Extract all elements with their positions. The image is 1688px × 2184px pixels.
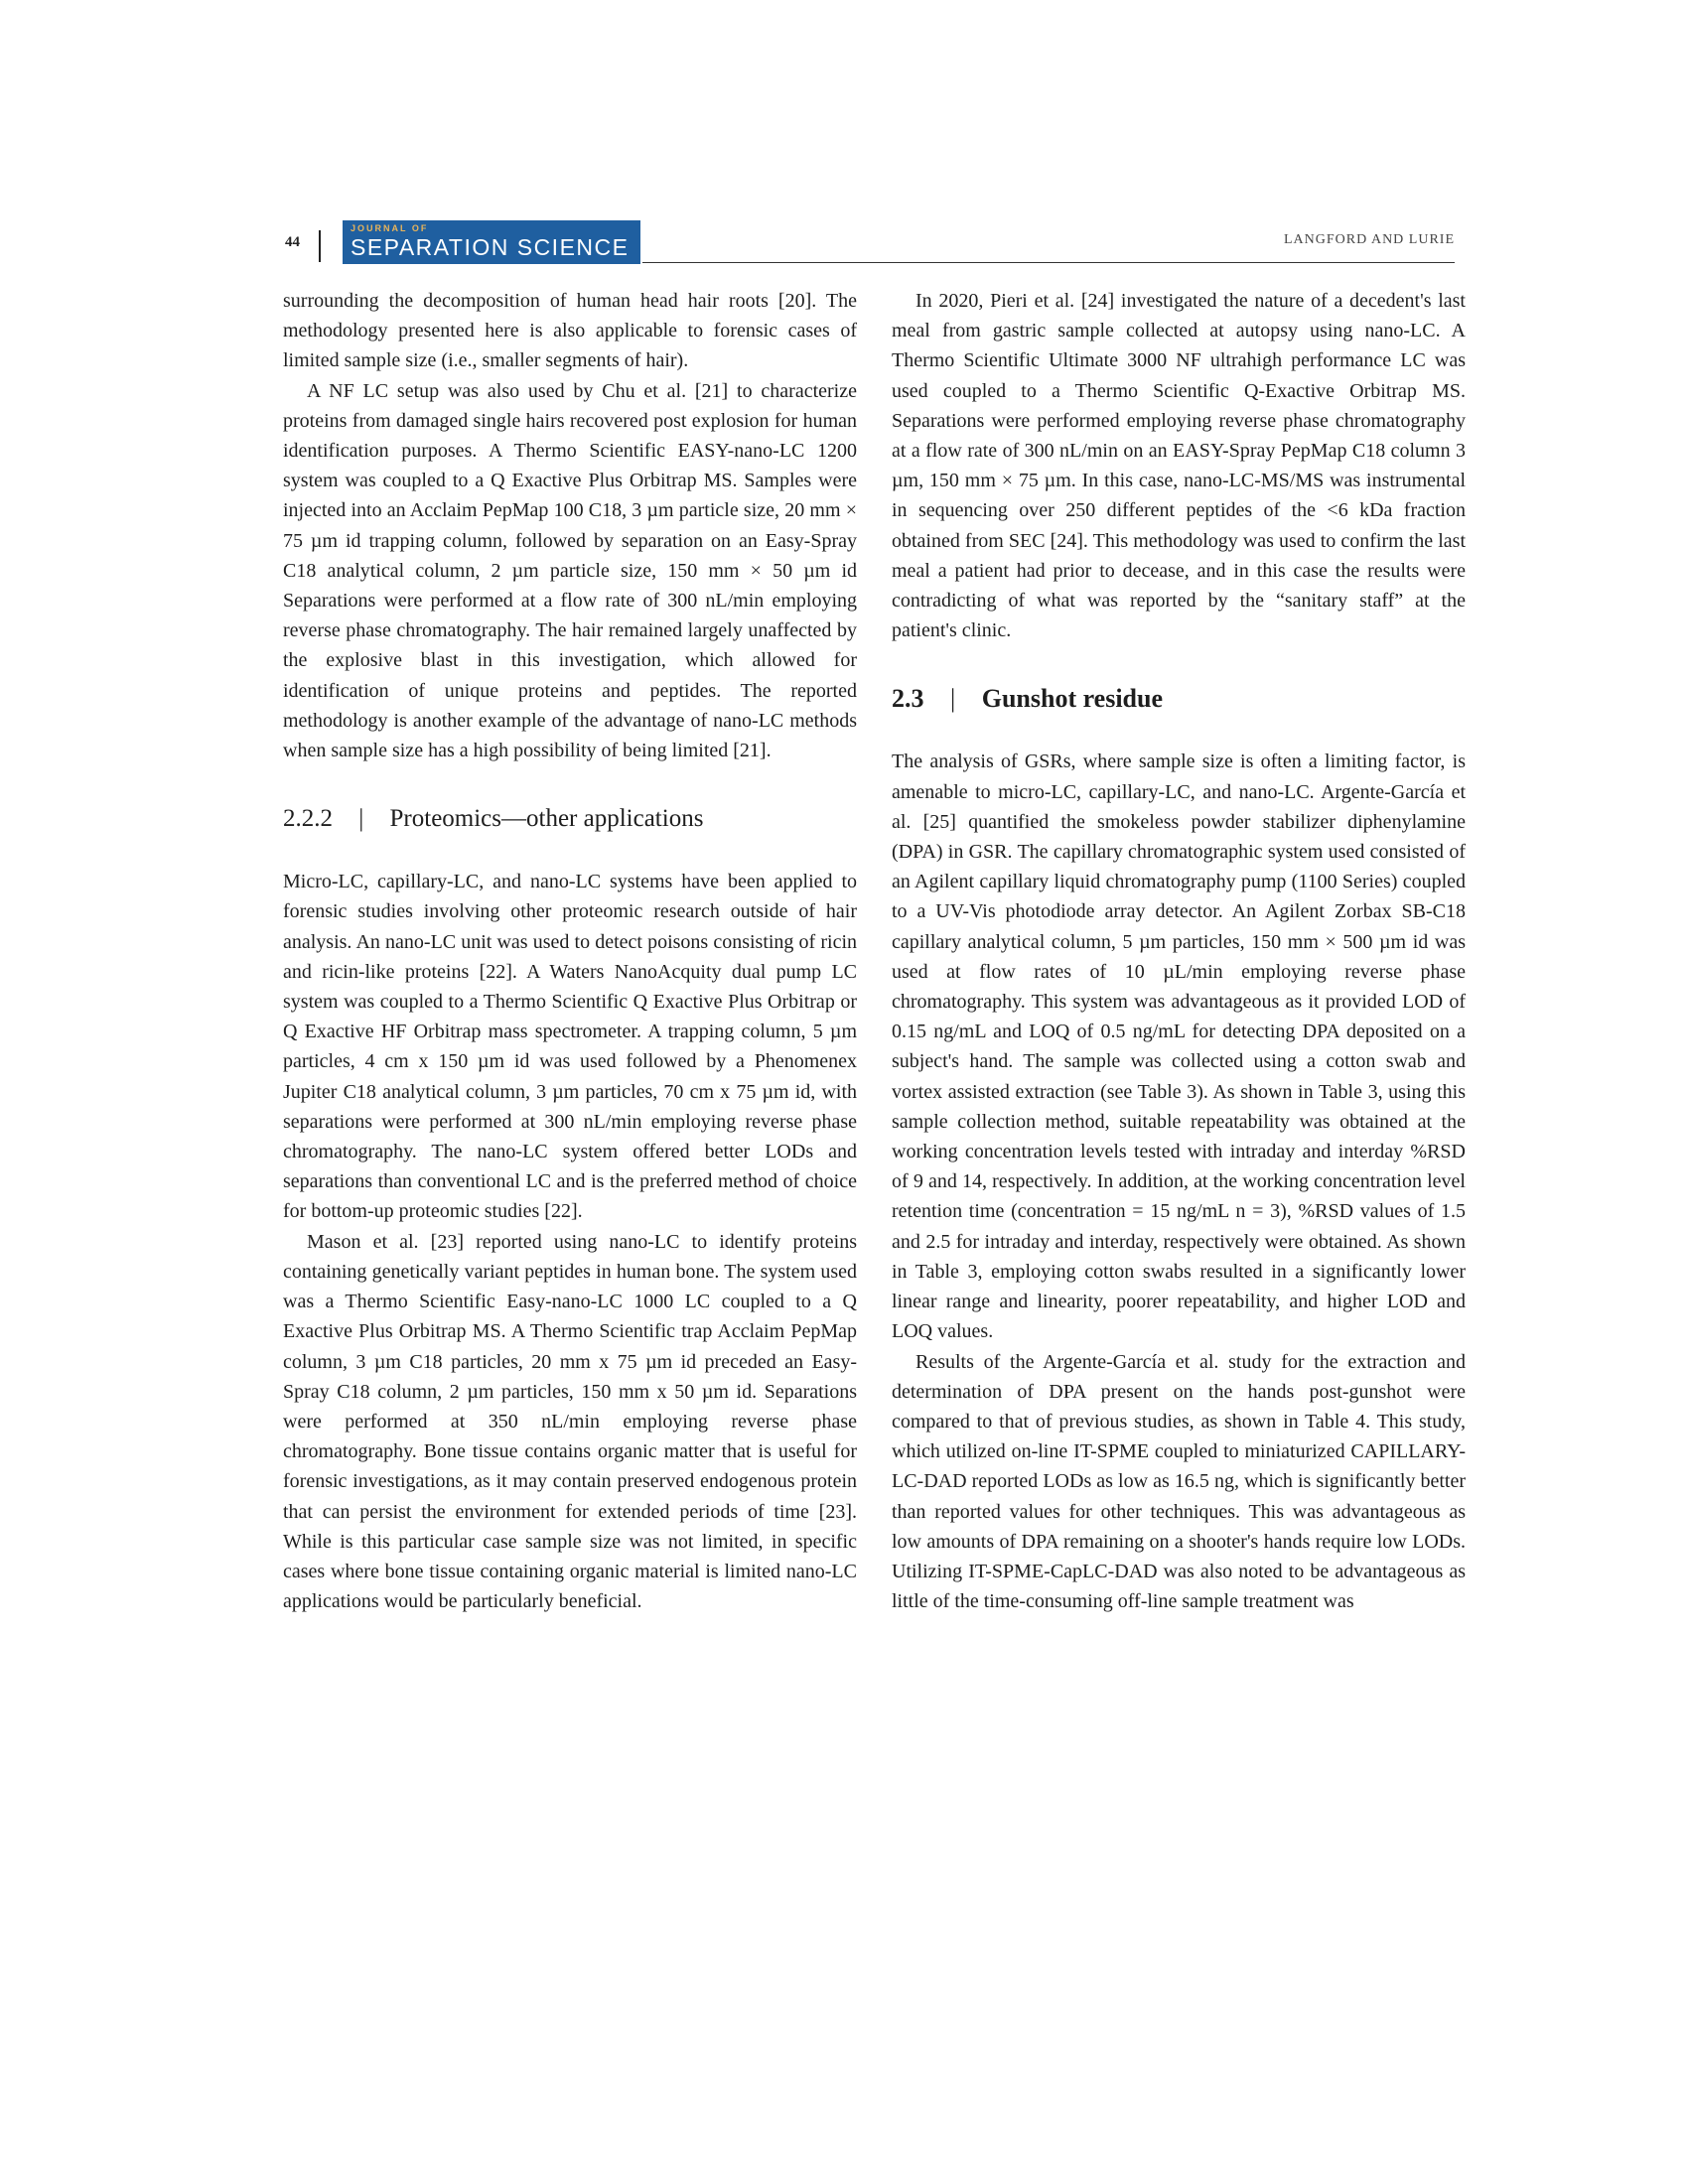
section-heading-2-2-2 — [283, 803, 857, 835]
section-title: Gunshot residue — [981, 684, 1164, 714]
section-separator: | — [950, 684, 956, 714]
journal-logo — [343, 220, 640, 264]
paragraph: Micro-LC, capillary-LC, and nano-LC systems have been applied to forensic studies involving other proteomic research outside of hair analysis. An nano-LC unit was used to detect poisons consisting of ricin and ricin-like proteins [22]. A Waters NanoAcquity dual pump LC system was coupled to a Thermo Scientific Q Exactive Plus Orbitrap or Q Exactive HF Orbitrap mass spectrometer. A trapping column, 5 µm particles, 4 cm x 150 µm id was used followed by a Phenomenex Jupiter C18 analytical column, 3 µm particles, 70 cm x 75 µm id, with separations were performed at 300 nL/min employing reverse phase chromatography. The nano-LC system offered better LODs and separations than conventional LC and is the preferred method of choice for bottom-up proteomic studies [22]. — [283, 871, 857, 1223]
paragraph: The analysis of GSRs, where sample size is often a limiting factor, is amenable to micro-LC, capillary-LC, and nano-LC. Argente-García et al. [25] quantified the smokeless powder stabilizer diphenylamine (DPA) in GSR. The capillary chromatographic system used consisted of an Agilent capillary liquid chromatography pump (1100 Series) coupled to a UV-Vis photodiode array detector. An Agilent Zorbax SB-C18 capillary analytical column, 5 µm particles, 150 mm × 500 µm id was used at flow rates of 10 µL/min employing reverse phase chromatography. This system was advantageous as it provided LOD of 0.15 ng/mL and LOQ of 0.5 ng/mL for detecting DPA deposited on a subject's hand. The sample was collected using a cotton swab and vortex assisted extraction (see Table 3). As shown in Table 3, using this sample collection method, suitable repeatability was obtained at the working concentration levels tested with intraday and interday %RSD of 9 and 14, respectively. In addition, at the working concentration level retention time (concentration = 15 ng/mL n = 3), %RSD values of 1.5 and 2.5 for intraday and interday, respectively were obtained. As shown in Table 3, employing cotton swabs resulted in a significantly lower linear range and linearity, poorer repeatability, and higher LOD and LOQ values. — [892, 751, 1466, 1343]
paragraph: surrounding the decomposition of human head hair roots [20]. The methodology presented here is also applicable to forensic cases of limited sample size (i.e., smaller segments of hair). — [283, 290, 857, 372]
paragraph: Results of the Argente-García et al. study for the extraction and determination of DPA present on the hands post-gunshot were compared to that of previous studies, as shown in Table 4. This study, which utilized on-line IT-SPME coupled to miniaturized CAPILLARY-LC-DAD reported LODs as low as 16.5 ng, which is significantly better than reported values for other techniques. This was advantageous as low amounts of DPA remaining on a shooter's hands require low LODs. Utilizing IT-SPME-CapLC-DAD was also noted to be advantageous as little of the time-consuming off-line sample treatment was — [892, 1350, 1466, 1613]
header-rule — [642, 262, 1455, 263]
paragraph: In 2020, Pieri et al. [24] investigated the nature of a decedent's last meal from gastric sample collected at autopsy using nano-LC. A Thermo Scientific Ultimate 3000 NF ultrahigh performance LC was used coupled to a Thermo Scientific Q-Exactive Orbitrap MS. Separations were performed employing reverse phase chromatography at a flow rate of 300 nL/min on an EASY-Spray PepMap C18 column 3 µm, 150 mm × 75 µm. In this case, nano-LC-MS/MS was instrumental in sequencing over 250 different peptides of the <6 kDa fraction obtained from SEC [24]. This methodology was used to confirm the last meal a patient had prior to decease, and in this case the results were contradicting of what was reported by the “sanitary staff” at the patient's clinic. — [892, 290, 1466, 642]
paragraph: A NF LC setup was also used by Chu et al. [21] to characterize proteins from damaged single hairs recovered post explosion for human identification purposes. A Thermo Scientific EASY-nano-LC 1200 system was coupled to a Q Exactive Plus Orbitrap MS. Samples were injected into an Acclaim PepMap 100 C18, 3 µm particle size, 20 mm × 75 µm id trapping column, followed by separation on an Easy-Spray C18 analytical column, 2 µm particle size, 150 mm × 50 µm id Separations were performed at a flow rate of 300 nL/min employing reverse phase chromatography. The hair remained largely unaffected by the explosive blast in this investigation, which allowed for identification of unique proteins and peptides. The reported methodology is another example of the advantage of nano-LC methods when sample size has a high possibility of being limited [21]. — [283, 379, 857, 762]
section-number: 2.2.2 — [283, 805, 333, 833]
journal-logo-name: SEPARATION SCIENCE — [351, 234, 630, 260]
left-column — [283, 286, 857, 1616]
header-tick-mark — [319, 230, 321, 262]
running-header — [281, 220, 1455, 266]
section-title: Proteomics—other applications — [389, 805, 704, 833]
page-number: 44 — [285, 234, 300, 250]
section-number: 2.3 — [892, 684, 924, 714]
paragraph: Mason et al. [23] reported using nano-LC to identify proteins containing genetically variant peptides in human bone. The system used was a Thermo Scientific Easy-nano-LC 1000 LC coupled to a Q Exactive Plus Orbitrap MS. A Thermo Scientific trap Acclaim PepMap column, 3 µm C18 particles, 20 mm x 75 µm id preceded an Easy-Spray C18 column, 2 µm particles, 150 mm x 50 µm id. Separations were performed at 350 nL/min employing reverse phase chromatography. Bone tissue contains organic matter that is useful for forensic investigations, as it may contain preserved endogenous protein that can persist the environment for extended periods of time [23]. While is this particular case sample size was not limited, in specific cases where bone tissue containing organic material is limited nano-LC applications would be particularly beneficial. — [283, 1230, 857, 1613]
right-column — [892, 286, 1466, 1616]
running-head-authors: LANGFORD AND LURIE — [1284, 232, 1455, 247]
section-separator: | — [358, 805, 364, 833]
journal-logo-small-text: JOURNAL OF — [351, 223, 429, 233]
section-heading-2-3 — [892, 683, 1466, 715]
